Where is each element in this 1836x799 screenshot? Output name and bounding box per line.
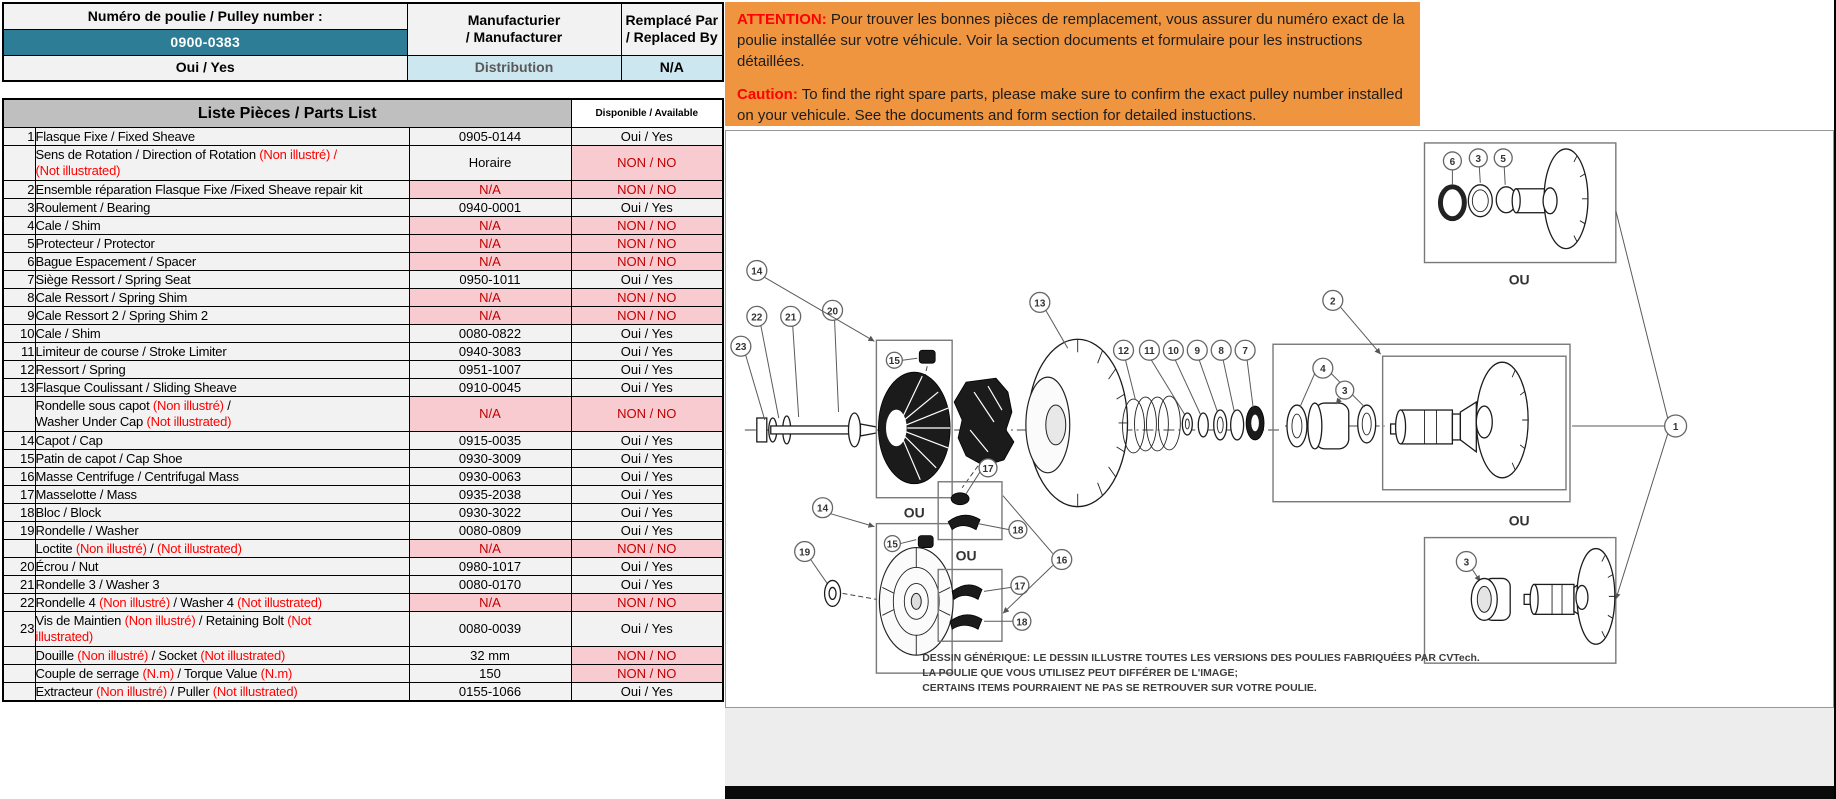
retaining-bolt-drawing <box>757 413 877 447</box>
caution-label: Caution: <box>737 86 798 103</box>
svg-text:9: 9 <box>1194 346 1201 358</box>
alt-bottom-parts-drawing <box>1471 549 1615 645</box>
pulley-number-label: Numéro de poulie / Pulley number : <box>3 3 407 29</box>
part-number-cell: 0930-0063 <box>409 468 571 486</box>
table-row <box>3 181 723 199</box>
row-number-cell: 5 <box>3 235 35 253</box>
callout-11 <box>1139 340 1159 360</box>
row-number-cell: 1 <box>3 128 35 146</box>
availability-cell: NON / NO <box>571 235 723 253</box>
table-row <box>3 504 723 522</box>
part-name-cell: Masse Centrifuge / Centrifugal Mass <box>35 468 409 486</box>
part-name-cell: Protecteur / Protector <box>35 235 409 253</box>
centrifugal-mass-drawing <box>954 378 1014 466</box>
svg-text:2: 2 <box>1330 296 1336 308</box>
row-number-cell: 10 <box>3 325 35 343</box>
callout-22 <box>747 306 767 326</box>
availability-cell: Oui / Yes <box>571 558 723 576</box>
callout-10 <box>1163 340 1183 360</box>
part-name-cell: Capot / Cap <box>35 432 409 450</box>
callout-2 <box>1323 290 1343 310</box>
mass-cup-drawing <box>951 493 969 505</box>
table-row <box>3 217 723 235</box>
part-name-cell: Rondelle / Washer <box>35 522 409 540</box>
part-name-cell: Sens de Rotation / Direction of Rotation (Non illustré) / (Not illustrated) <box>35 146 409 181</box>
svg-text:21: 21 <box>785 312 797 324</box>
availability-cell: Oui / Yes <box>571 128 723 146</box>
ou-label-shoes: OU <box>955 547 977 564</box>
part-name-cell: Bague Espacement / Spacer <box>35 253 409 271</box>
availability-cell: Oui / Yes <box>571 199 723 217</box>
row-number-cell: 15 <box>3 450 35 468</box>
svg-text:3: 3 <box>1341 386 1348 398</box>
availability-cell: NON / NO <box>571 647 723 665</box>
callout-17a <box>979 459 997 477</box>
part-number-cell: 0940-3083 <box>409 343 571 361</box>
ou-label-bottom: OU <box>1508 512 1530 529</box>
svg-text:15: 15 <box>886 539 898 551</box>
table-row <box>3 486 723 504</box>
row-number-cell <box>3 665 35 683</box>
callout-12 <box>1114 340 1134 360</box>
part-name-cell: Rondelle 4 (Non illustré) / Washer 4 (Not illustrated) <box>35 594 409 612</box>
part-number-cell: 0080-0822 <box>409 325 571 343</box>
row-number-cell: 14 <box>3 432 35 450</box>
disclaimer-line-2: LA POULIE QUE VOUS UTILISEZ PEUT DIFFÉRER DE L'IMAGE; <box>922 668 1238 680</box>
part-number-cell: N/A <box>409 253 571 271</box>
table-row <box>3 343 723 361</box>
availability-cell: Oui / Yes <box>571 450 723 468</box>
part-number-cell: 32 mm <box>409 647 571 665</box>
part-number-cell: 0155-1066 <box>409 683 571 702</box>
cap-drawing-2 <box>879 548 953 656</box>
row-number-cell <box>3 540 35 558</box>
svg-text:5: 5 <box>1500 153 1506 165</box>
callout-18a <box>1009 521 1027 539</box>
disclaimer-line-1: DESSIN GÉNÉRIQUE: LE DESSIN ILLUSTRE TOUTES LES VERSIONS DES POULIES FABRIQUÉES PAR CVTech. <box>922 653 1480 665</box>
svg-text:17: 17 <box>982 463 994 475</box>
part-number-cell: N/A <box>409 217 571 235</box>
svg-text:17: 17 <box>1014 581 1026 593</box>
part-number-cell: 0951-1007 <box>409 361 571 379</box>
pulley-header-table <box>2 2 724 82</box>
availability-cell: Oui / Yes <box>571 432 723 450</box>
part-name-cell: Flasque Coulissant / Sliding Sheave <box>35 379 409 397</box>
part-number-cell: N/A <box>409 235 571 253</box>
part-name-cell: Siège Ressort / Spring Seat <box>35 271 409 289</box>
callout-1 <box>1665 415 1687 437</box>
row-number-cell: 11 <box>3 343 35 361</box>
callout-21 <box>781 306 801 326</box>
svg-text:15: 15 <box>888 356 900 368</box>
availability-cell: Oui / Yes <box>571 504 723 522</box>
part-name-cell: Roulement / Bearing <box>35 199 409 217</box>
svg-text:16: 16 <box>1056 555 1068 567</box>
callout-6 <box>1443 152 1461 170</box>
availability-cell: NON / NO <box>571 594 723 612</box>
availability-cell: NON / NO <box>571 289 723 307</box>
parts-list-table <box>2 98 724 702</box>
part-name-cell: Ensemble réparation Flasque Fixe /Fixed Sheave repair kit <box>35 181 409 199</box>
part-number-cell: 150 <box>409 665 571 683</box>
row-number-cell: 19 <box>3 522 35 540</box>
part-number-cell: N/A <box>409 181 571 199</box>
table-row <box>3 307 723 325</box>
callout-9 <box>1187 340 1207 360</box>
part-name-cell: Masselotte / Mass <box>35 486 409 504</box>
availability-cell: Oui / Yes <box>571 361 723 379</box>
spring-drawing <box>1123 396 1181 453</box>
callout-8 <box>1211 340 1231 360</box>
availability-cell: Oui / Yes <box>571 379 723 397</box>
part-name-cell: Écrou / Nut <box>35 558 409 576</box>
row-number-cell: 22 <box>3 594 35 612</box>
row-number-cell: 20 <box>3 558 35 576</box>
row-number-cell: 2 <box>3 181 35 199</box>
exploded-diagram <box>726 131 1833 707</box>
warning-english: Caution: To find the right spare parts, please make sure to confirm the exact pulley number installed on your vehicule. See the documents and form section for detailed instuctions. <box>737 86 1403 124</box>
part-number-cell: 0940-0001 <box>409 199 571 217</box>
row-number-cell: 9 <box>3 307 35 325</box>
svg-text:6: 6 <box>1449 156 1456 168</box>
callout-15b <box>884 536 900 552</box>
table-row <box>3 432 723 450</box>
shoe-drawing-1 <box>948 515 980 529</box>
row-number-cell: 18 <box>3 504 35 522</box>
warning-box <box>725 2 1420 126</box>
callout-4 <box>1313 358 1333 378</box>
table-row <box>3 253 723 271</box>
availability-cell: NON / NO <box>571 540 723 558</box>
callout-23 <box>731 336 751 356</box>
row-number-cell: 13 <box>3 379 35 397</box>
washer-row-drawing <box>1182 406 1264 440</box>
row-number-cell: 6 <box>3 253 35 271</box>
callout-14a <box>747 261 767 281</box>
parts-list-title: Liste Pièces / Parts List <box>3 99 571 128</box>
svg-text:13: 13 <box>1034 298 1046 310</box>
availability-cell: NON / NO <box>571 307 723 325</box>
callout-13 <box>1030 292 1050 312</box>
part-number-cell: N/A <box>409 397 571 432</box>
table-row <box>3 128 723 146</box>
table-row <box>3 235 723 253</box>
part-number-cell: 0080-0170 <box>409 576 571 594</box>
ou-label-top: OU <box>1508 271 1530 288</box>
callout-3c <box>1456 552 1476 572</box>
svg-text:4: 4 <box>1320 364 1326 376</box>
table-row <box>3 450 723 468</box>
svg-text:8: 8 <box>1218 346 1224 358</box>
table-row <box>3 522 723 540</box>
callout-16 <box>1052 550 1072 570</box>
pulley-number-value: 0900-0383 <box>3 29 407 55</box>
row-number-cell: 8 <box>3 289 35 307</box>
availability-cell: NON / NO <box>571 665 723 683</box>
table-row <box>3 558 723 576</box>
row-number-cell <box>3 683 35 702</box>
part-name-cell: Patin de capot / Cap Shoe <box>35 450 409 468</box>
available-column-header: Disponible / Available <box>571 99 723 128</box>
part-number-cell: N/A <box>409 307 571 325</box>
part-number-cell: 0935-2038 <box>409 486 571 504</box>
fixed-sheave-shaft-drawing <box>1391 362 1529 478</box>
attention-label: ATTENTION: <box>737 11 827 28</box>
table-row <box>3 379 723 397</box>
part-name-cell: Bloc / Block <box>35 504 409 522</box>
callout-3b <box>1469 149 1487 167</box>
table-row <box>3 199 723 217</box>
availability-cell: Oui / Yes <box>571 576 723 594</box>
availability-cell: Oui / Yes <box>571 271 723 289</box>
availability-cell: Oui / Yes <box>571 522 723 540</box>
row-number-cell: 3 <box>3 199 35 217</box>
availability-cell: NON / NO <box>571 146 723 181</box>
table-row <box>3 271 723 289</box>
row-number-cell: 12 <box>3 361 35 379</box>
bottom-black-bar <box>725 786 1836 799</box>
svg-text:3: 3 <box>1463 557 1470 569</box>
svg-text:18: 18 <box>1016 617 1028 629</box>
table-row <box>3 576 723 594</box>
part-number-cell: 0980-1017 <box>409 558 571 576</box>
availability-cell: Oui / Yes <box>571 612 723 647</box>
shoe-drawing-3 <box>950 615 982 629</box>
part-number-cell: N/A <box>409 289 571 307</box>
part-number-cell: 0930-3022 <box>409 504 571 522</box>
svg-text:23: 23 <box>735 342 747 354</box>
table-row <box>3 325 723 343</box>
callout-15a <box>886 352 902 368</box>
svg-text:22: 22 <box>751 312 763 324</box>
part-name-cell: Vis de Maintien (Non illustré) / Retaining Bolt (Not illustrated) <box>35 612 409 647</box>
part-name-cell: Rondelle sous capot (Non illustré) / Washer Under Cap (Not illustrated) <box>35 397 409 432</box>
row-number-cell <box>3 146 35 181</box>
svg-text:10: 10 <box>1167 346 1179 358</box>
diagram-panel <box>725 130 1834 708</box>
svg-text:12: 12 <box>1118 346 1130 358</box>
callout-14b <box>813 498 833 518</box>
manufacturer-value: Distribution <box>407 55 621 81</box>
part-number-cell: N/A <box>409 594 571 612</box>
table-row <box>3 665 723 683</box>
part-name-cell: Couple de serrage (N.m) / Torque Value (N.m) <box>35 665 409 683</box>
svg-text:3: 3 <box>1475 153 1482 165</box>
sliding-sheave-drawing <box>1026 339 1128 506</box>
availability-cell: NON / NO <box>571 181 723 199</box>
table-row <box>3 146 723 181</box>
table-row <box>3 361 723 379</box>
availability-cell: NON / NO <box>571 253 723 271</box>
availability-cell: NON / NO <box>571 217 723 235</box>
replaced-by-label: Remplacé Par / Replaced By <box>621 3 723 55</box>
availability-cell: NON / NO <box>571 397 723 432</box>
cap-shoe-drawing-2 <box>918 536 933 548</box>
part-number-cell: N/A <box>409 540 571 558</box>
availability-cell: Oui / Yes <box>571 343 723 361</box>
manufacturer-label: Manufacturier / Manufacturer <box>407 3 621 55</box>
pulley-available-value: Oui / Yes <box>3 55 407 81</box>
part-name-cell: Rondelle 3 / Washer 3 <box>35 576 409 594</box>
row-number-cell <box>3 397 35 432</box>
alt-top-parts-drawing <box>1440 149 1587 249</box>
cap-shoe-drawing-1 <box>919 350 935 363</box>
shoe-box-1 <box>938 482 1002 540</box>
shoe-drawing-2 <box>952 585 982 599</box>
table-row <box>3 647 723 665</box>
callout-5 <box>1494 149 1512 167</box>
row-number-cell: 4 <box>3 217 35 235</box>
callout-18b <box>1013 612 1031 630</box>
row-number-cell: 7 <box>3 271 35 289</box>
part-number-cell: 0080-0039 <box>409 612 571 647</box>
callout-19 <box>795 542 815 562</box>
part-name-cell: Cale Ressort 2 / Spring Shim 2 <box>35 307 409 325</box>
part-number-cell: 0910-0045 <box>409 379 571 397</box>
parts-table-body <box>3 128 723 702</box>
row-number-cell: 17 <box>3 486 35 504</box>
availability-cell: Oui / Yes <box>571 468 723 486</box>
cap-drawing-1 <box>878 372 950 484</box>
disclaimer-line-3: CERTAINS ITEMS POURRAIENT NE PAS SE RETROUVER SUR VOTRE POULIE. <box>922 683 1317 695</box>
table-row <box>3 397 723 432</box>
part-name-cell: Flasque Fixe / Fixed Sheave <box>35 128 409 146</box>
part-name-cell: Limiteur de course / Stroke Limiter <box>35 343 409 361</box>
part-name-cell: Cale Ressort / Spring Shim <box>35 289 409 307</box>
svg-text:20: 20 <box>827 306 839 318</box>
part-name-cell: Ressort / Spring <box>35 361 409 379</box>
svg-text:18: 18 <box>1012 525 1024 537</box>
svg-text:11: 11 <box>1144 346 1155 358</box>
table-row <box>3 289 723 307</box>
table-row <box>3 540 723 558</box>
svg-text:1: 1 <box>1672 421 1679 433</box>
table-row <box>3 683 723 702</box>
part-number-cell: 0915-0035 <box>409 432 571 450</box>
part-name-cell: Extracteur (Non illustré) / Puller (Not illustrated) <box>35 683 409 702</box>
part-number-cell: Horaire <box>409 146 571 181</box>
ou-label-caps: OU <box>903 504 925 521</box>
part-name-cell: Cale / Shim <box>35 217 409 235</box>
svg-text:7: 7 <box>1242 346 1248 358</box>
part-name-cell: Cale / Shim <box>35 325 409 343</box>
part-number-cell: 0930-3009 <box>409 450 571 468</box>
washer-drawing-19 <box>825 580 841 606</box>
replaced-by-value: N/A <box>621 55 723 81</box>
table-row <box>3 594 723 612</box>
svg-text:14: 14 <box>817 503 829 515</box>
callout-3a <box>1336 381 1354 399</box>
callout-7 <box>1235 340 1255 360</box>
availability-cell: Oui / Yes <box>571 325 723 343</box>
table-row <box>3 612 723 647</box>
ring-and-bearing-drawing <box>1287 403 1376 449</box>
row-number-cell: 16 <box>3 468 35 486</box>
availability-cell: Oui / Yes <box>571 683 723 702</box>
availability-cell: Oui / Yes <box>571 486 723 504</box>
part-number-cell: 0950-1011 <box>409 271 571 289</box>
svg-text:19: 19 <box>799 547 811 559</box>
bottom-gray-strip <box>725 708 1836 786</box>
part-number-cell: 0905-0144 <box>409 128 571 146</box>
part-name-cell: Douille (Non illustré) / Socket (Not illustrated) <box>35 647 409 665</box>
row-number-cell <box>3 647 35 665</box>
part-name-cell: Loctite (Non illustré) / (Not illustrated) <box>35 540 409 558</box>
part-number-cell: 0080-0809 <box>409 522 571 540</box>
row-number-cell: 21 <box>3 576 35 594</box>
row-number-cell: 23 <box>3 612 35 647</box>
svg-text:14: 14 <box>751 266 763 278</box>
warning-french: ATTENTION: Pour trouver les bonnes pièces de remplacement, vous assurer du numéro exact de la poulie installée sur votre véhicule. Voir la section documents et formulaire pour les instructions détaillées. <box>737 11 1405 70</box>
table-row <box>3 468 723 486</box>
